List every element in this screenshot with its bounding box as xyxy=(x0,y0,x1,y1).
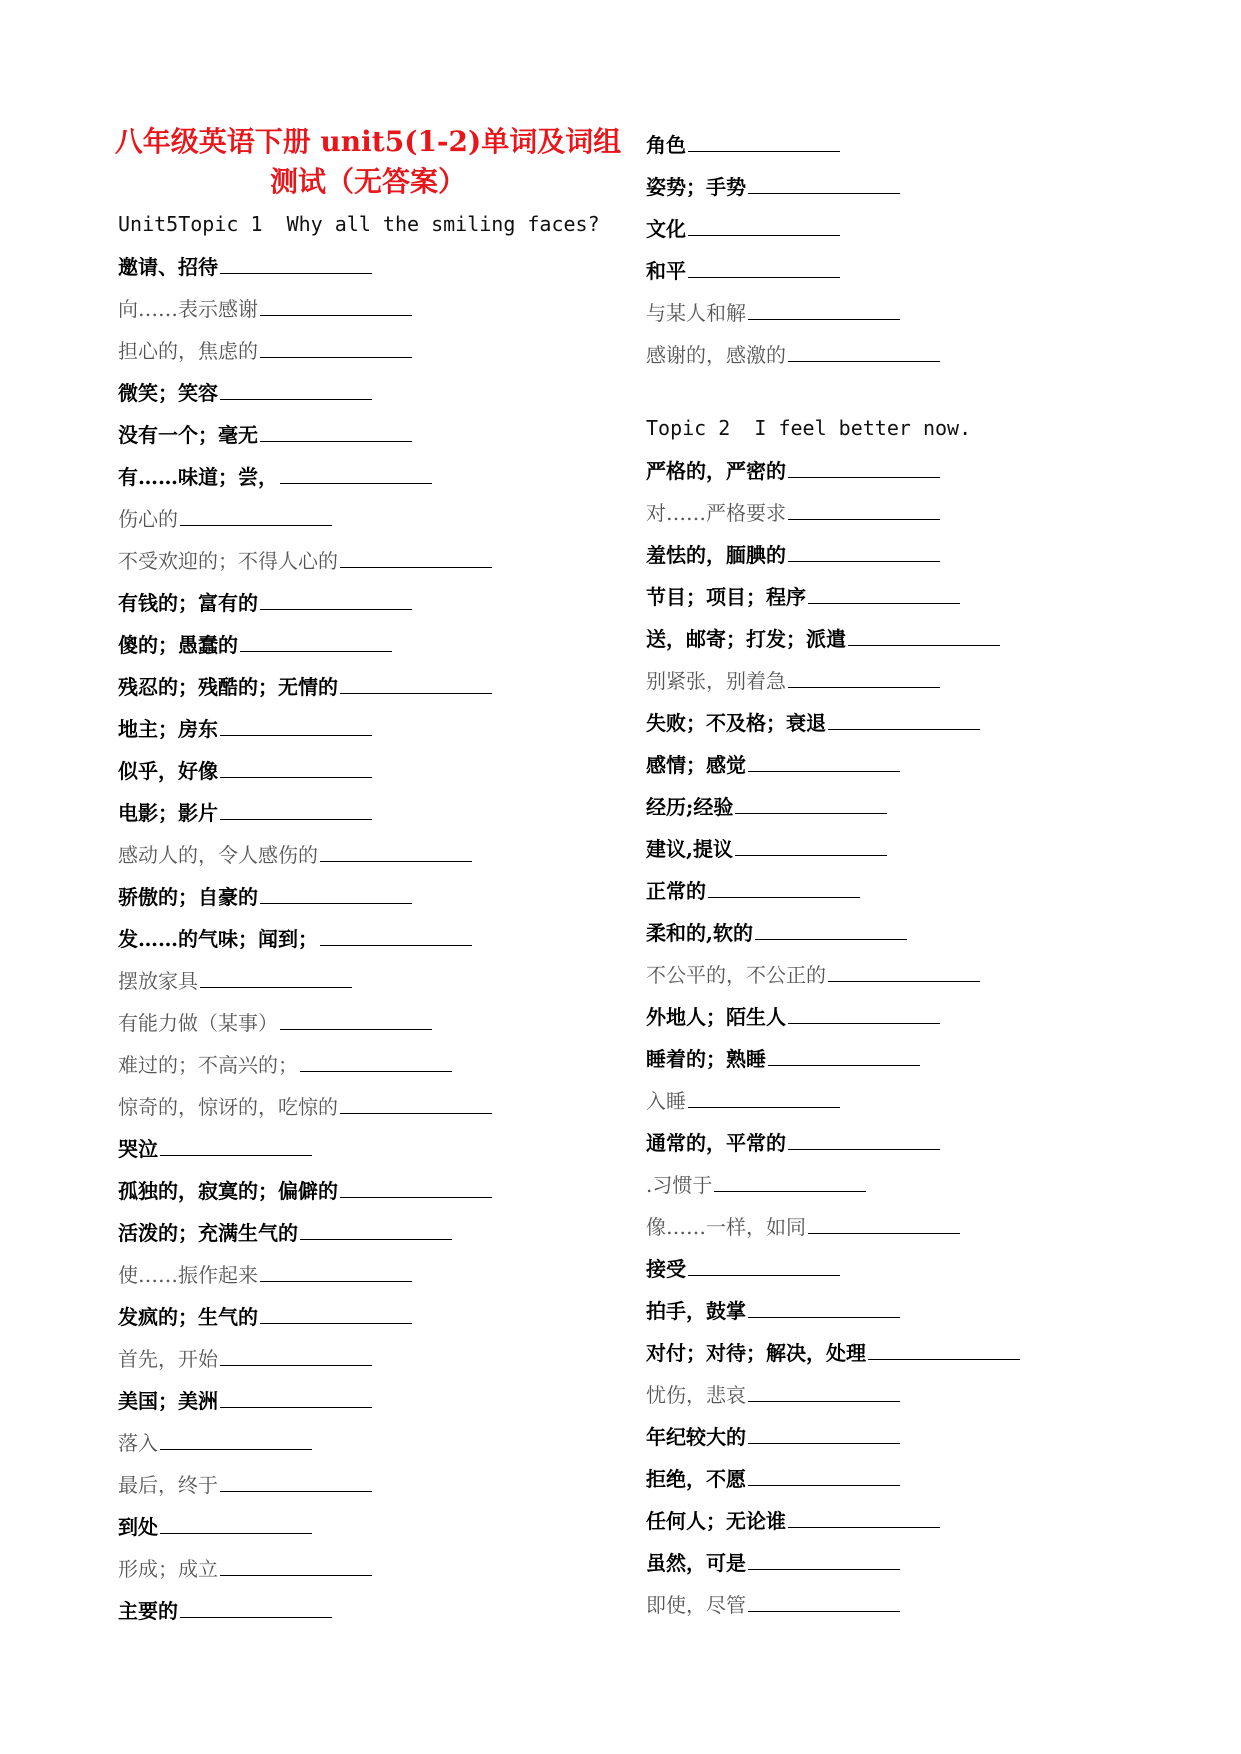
vocab-item xyxy=(646,660,1020,702)
vocab-prompt: 有能力做（某事） xyxy=(118,1011,278,1035)
vocab-item xyxy=(118,540,600,582)
vocab-prompt: 外地人；陌生人 xyxy=(646,1005,786,1029)
answer-blank[interactable] xyxy=(708,873,860,898)
vocab-prompt: 不公平的，不公正的 xyxy=(646,963,826,987)
answer-blank[interactable] xyxy=(300,1047,452,1072)
answer-blank[interactable] xyxy=(260,1299,412,1324)
vocab-prompt: 接受 xyxy=(646,1257,686,1281)
answer-blank[interactable] xyxy=(828,705,980,730)
vocab-item xyxy=(118,792,600,834)
vocab-item xyxy=(118,834,600,876)
answer-blank[interactable] xyxy=(688,127,840,152)
vocab-item xyxy=(646,1122,1020,1164)
vocab-item xyxy=(646,124,1020,166)
vocab-prompt: 最后，终于 xyxy=(118,1473,218,1497)
vocab-item xyxy=(646,1080,1020,1122)
answer-blank[interactable] xyxy=(220,753,372,778)
vocab-prompt: 正常的 xyxy=(646,879,706,903)
vocab-prompt: 电影；影片 xyxy=(118,801,218,825)
vocab-item xyxy=(118,1086,600,1128)
answer-blank[interactable] xyxy=(788,537,940,562)
vocab-prompt: 建议,提议 xyxy=(646,837,733,861)
answer-blank[interactable] xyxy=(788,999,940,1024)
vocab-item xyxy=(118,1296,600,1338)
left-column xyxy=(118,204,600,1632)
answer-blank[interactable] xyxy=(748,169,900,194)
answer-blank[interactable] xyxy=(220,1341,372,1366)
vocab-prompt: 伤心的 xyxy=(118,507,178,531)
vocab-item xyxy=(646,786,1020,828)
vocab-item xyxy=(646,996,1020,1038)
vocab-item xyxy=(646,1332,1020,1374)
vocab-item xyxy=(646,1542,1020,1584)
vocab-prompt: 摆放家具 xyxy=(118,969,198,993)
vocab-item xyxy=(118,1170,600,1212)
answer-blank[interactable] xyxy=(220,1383,372,1408)
answer-blank[interactable] xyxy=(735,789,887,814)
vocab-prompt: 邀请、招待 xyxy=(118,255,218,279)
vocab-prompt: 睡着的；熟睡 xyxy=(646,1047,766,1071)
vocab-item xyxy=(118,372,600,414)
answer-blank[interactable] xyxy=(200,963,352,988)
answer-blank[interactable] xyxy=(240,627,392,652)
vocab-prompt: 到处 xyxy=(118,1515,158,1539)
vocab-item xyxy=(118,1128,600,1170)
vocab-prompt: 拒绝，不愿 xyxy=(646,1467,746,1491)
vocab-item xyxy=(646,1290,1020,1332)
answer-blank[interactable] xyxy=(748,295,900,320)
vocab-prompt: 入睡 xyxy=(646,1089,686,1113)
vocab-prompt: 对付；对待；解决，处理 xyxy=(646,1341,866,1365)
answer-blank[interactable] xyxy=(688,1251,840,1276)
vocab-item xyxy=(646,1164,1020,1206)
answer-blank[interactable] xyxy=(280,459,432,484)
vocab-prompt: 孤独的，寂寞的；偏僻的 xyxy=(118,1179,338,1203)
vocab-item xyxy=(118,1254,600,1296)
vocab-prompt: 和平 xyxy=(646,259,686,283)
vocab-item xyxy=(118,960,600,1002)
vocab-item xyxy=(118,1044,600,1086)
answer-blank[interactable] xyxy=(260,585,412,610)
vocab-prompt: 经历;经验 xyxy=(646,795,734,819)
vocab-item xyxy=(646,1416,1020,1458)
vocab-item xyxy=(118,918,600,960)
vocab-prompt: 发……的气味；闻到； xyxy=(118,927,318,951)
answer-blank[interactable] xyxy=(340,1173,492,1198)
vocab-item xyxy=(118,1548,600,1590)
vocab-prompt: 虽然，可是 xyxy=(646,1551,746,1575)
answer-blank[interactable] xyxy=(808,1209,960,1234)
vocab-prompt: 严格的，严密的 xyxy=(646,459,786,483)
vocab-item xyxy=(646,334,1020,376)
vocab-prompt: 忧伤，悲哀 xyxy=(646,1383,746,1407)
answer-blank[interactable] xyxy=(748,747,900,772)
answer-blank[interactable] xyxy=(220,1551,372,1576)
vocab-item xyxy=(646,250,1020,292)
topic2-list xyxy=(646,450,1020,1626)
answer-blank[interactable] xyxy=(828,957,980,982)
vocab-item xyxy=(118,624,600,666)
answer-blank[interactable] xyxy=(160,1425,312,1450)
vocab-item xyxy=(646,618,1020,660)
vocab-prompt: 使……振作起来 xyxy=(118,1263,258,1287)
answer-blank[interactable] xyxy=(868,1335,1020,1360)
vocab-prompt: 傻的；愚蠢的 xyxy=(118,633,238,657)
answer-blank[interactable] xyxy=(220,1467,372,1492)
answer-blank[interactable] xyxy=(714,1167,866,1192)
vocab-item xyxy=(118,582,600,624)
answer-blank[interactable] xyxy=(220,711,372,736)
vocab-prompt: 拍手，鼓掌 xyxy=(646,1299,746,1323)
vocab-item xyxy=(646,1374,1020,1416)
vocab-prompt: 失败；不及格；衰退 xyxy=(646,711,826,735)
vocab-item xyxy=(646,1584,1020,1626)
vocab-item xyxy=(118,1464,600,1506)
answer-blank[interactable] xyxy=(320,837,472,862)
vocab-item xyxy=(646,450,1020,492)
vocab-item xyxy=(118,246,600,288)
vocab-item xyxy=(118,414,600,456)
answer-blank[interactable] xyxy=(340,669,492,694)
answer-blank[interactable] xyxy=(220,795,372,820)
vocab-prompt: 柔和的,软的 xyxy=(646,921,753,945)
answer-blank[interactable] xyxy=(340,1089,492,1114)
answer-blank[interactable] xyxy=(688,211,840,236)
vocab-prompt: 感动人的，令人感伤的 xyxy=(118,843,318,867)
vocab-prompt: 没有一个；毫无 xyxy=(118,423,258,447)
answer-blank[interactable] xyxy=(220,249,372,274)
answer-blank[interactable] xyxy=(220,375,372,400)
answer-blank[interactable] xyxy=(788,663,940,688)
vocab-item xyxy=(646,166,1020,208)
vocab-prompt: 不受欢迎的；不得人心的 xyxy=(118,549,338,573)
answer-blank[interactable] xyxy=(340,543,492,568)
topic1-heading: Unit5Topic 1 Why all the smiling faces? xyxy=(118,212,600,236)
vocab-prompt: 发疯的；生气的 xyxy=(118,1305,258,1329)
vocab-prompt: 感谢的，感激的 xyxy=(646,343,786,367)
answer-blank[interactable] xyxy=(280,1005,432,1030)
answer-blank[interactable] xyxy=(768,1041,920,1066)
vocab-prompt: 主要的 xyxy=(118,1599,178,1623)
vocab-item xyxy=(646,1038,1020,1080)
vocab-prompt: 有……味道；尝， xyxy=(118,465,278,489)
answer-blank[interactable] xyxy=(748,1545,900,1570)
vocab-prompt: 像……一样，如同 xyxy=(646,1215,806,1239)
vocab-item xyxy=(646,870,1020,912)
vocab-prompt: 微笑；笑容 xyxy=(118,381,218,405)
vocab-item xyxy=(646,912,1020,954)
answer-blank[interactable] xyxy=(788,337,940,362)
vocab-item xyxy=(118,498,600,540)
answer-blank[interactable] xyxy=(788,453,940,478)
worksheet-title: 八年级英语下册 unit5(1-2)单词及词组测试（无答案） xyxy=(114,125,622,198)
vocab-prompt: 节目；项目；程序 xyxy=(646,585,806,609)
answer-blank[interactable] xyxy=(748,1293,900,1318)
vocab-item xyxy=(646,534,1020,576)
answer-blank[interactable] xyxy=(788,1125,940,1150)
right-column xyxy=(646,124,1020,1626)
vocab-item xyxy=(646,576,1020,618)
answer-blank[interactable] xyxy=(688,1083,840,1108)
answer-blank[interactable] xyxy=(788,495,940,520)
vocab-item xyxy=(118,288,600,330)
vocab-prompt: 哭泣 xyxy=(118,1137,158,1161)
answer-blank[interactable] xyxy=(180,1593,332,1618)
vocab-prompt: 难过的；不高兴的； xyxy=(118,1053,298,1077)
vocab-item xyxy=(646,954,1020,996)
vocab-item xyxy=(646,744,1020,786)
vocab-prompt: 姿势；手势 xyxy=(646,175,746,199)
answer-blank[interactable] xyxy=(260,291,412,316)
vocab-item xyxy=(646,492,1020,534)
vocab-prompt: 与某人和解 xyxy=(646,301,746,325)
vocab-prompt: 羞怯的，腼腆的 xyxy=(646,543,786,567)
topic1-continued-list xyxy=(646,124,1020,376)
vocab-prompt: 首先，开始 xyxy=(118,1347,218,1371)
vocab-prompt: 别紧张，别着急 xyxy=(646,669,786,693)
answer-blank[interactable] xyxy=(160,1131,312,1156)
vocab-item xyxy=(118,1422,600,1464)
vocab-prompt: 活泼的；充满生气的 xyxy=(118,1221,298,1245)
answer-blank[interactable] xyxy=(808,579,960,604)
vocab-item xyxy=(646,702,1020,744)
vocab-prompt: 似乎，好像 xyxy=(118,759,218,783)
answer-blank[interactable] xyxy=(748,1461,900,1486)
vocab-prompt: 通常的，平常的 xyxy=(646,1131,786,1155)
vocab-item xyxy=(646,1458,1020,1500)
answer-blank[interactable] xyxy=(848,621,1000,646)
vocab-item xyxy=(118,1002,600,1044)
answer-blank[interactable] xyxy=(748,1587,900,1612)
vocab-prompt: 年纪较大的 xyxy=(646,1425,746,1449)
answer-blank[interactable] xyxy=(160,1509,312,1534)
answer-blank[interactable] xyxy=(320,921,472,946)
vocab-prompt: 对……严格要求 xyxy=(646,501,786,525)
vocab-item xyxy=(118,1338,600,1380)
answer-blank[interactable] xyxy=(260,1257,412,1282)
vocab-prompt: 向……表示感谢 xyxy=(118,297,258,321)
vocab-item xyxy=(646,292,1020,334)
vocab-item xyxy=(646,1206,1020,1248)
vocab-prompt: 角色 xyxy=(646,133,686,157)
vocab-prompt: 送，邮寄；打发；派遣 xyxy=(646,627,846,651)
vocab-item xyxy=(118,330,600,372)
vocab-prompt: .习惯于 xyxy=(646,1173,713,1197)
vocab-prompt: 落入 xyxy=(118,1431,158,1455)
vocab-prompt: 感情；感觉 xyxy=(646,753,746,777)
vocab-prompt: 惊奇的，惊讶的，吃惊的 xyxy=(118,1095,338,1119)
vocab-prompt: 残忍的；残酷的；无情的 xyxy=(118,675,338,699)
vocab-item xyxy=(118,876,600,918)
vocab-prompt: 骄傲的；自豪的 xyxy=(118,885,258,909)
answer-blank[interactable] xyxy=(260,879,412,904)
answer-blank[interactable] xyxy=(788,1503,940,1528)
vocab-item xyxy=(118,666,600,708)
vocab-item xyxy=(118,456,600,498)
answer-blank[interactable] xyxy=(260,333,412,358)
vocab-prompt: 担心的，焦虑的 xyxy=(118,339,258,363)
vocab-item xyxy=(118,1212,600,1254)
vocab-prompt: 形成；成立 xyxy=(118,1557,218,1581)
answer-blank[interactable] xyxy=(180,501,332,526)
vocab-item xyxy=(118,1590,600,1632)
vocab-item xyxy=(118,708,600,750)
vocab-prompt: 即使，尽管 xyxy=(646,1593,746,1617)
vocab-item xyxy=(646,1500,1020,1542)
vocab-item xyxy=(646,1248,1020,1290)
vocab-item xyxy=(646,208,1020,250)
vocab-item xyxy=(118,750,600,792)
answer-blank[interactable] xyxy=(755,915,907,940)
vocab-prompt: 任何人；无论谁 xyxy=(646,1509,786,1533)
vocab-prompt: 有钱的；富有的 xyxy=(118,591,258,615)
answer-blank[interactable] xyxy=(748,1419,900,1444)
answer-blank[interactable] xyxy=(735,831,887,856)
vocab-prompt: 美国；美洲 xyxy=(118,1389,218,1413)
answer-blank[interactable] xyxy=(300,1215,452,1240)
answer-blank[interactable] xyxy=(748,1377,900,1402)
vocab-item xyxy=(646,828,1020,870)
topic1-list xyxy=(118,246,600,1632)
vocab-item xyxy=(118,1506,600,1548)
vocab-prompt: 地主；房东 xyxy=(118,717,218,741)
answer-blank[interactable] xyxy=(688,253,840,278)
topic2-heading: Topic 2 I feel better now. xyxy=(646,416,972,440)
vocab-item xyxy=(118,1380,600,1422)
vocab-prompt: 文化 xyxy=(646,217,686,241)
answer-blank[interactable] xyxy=(260,417,412,442)
